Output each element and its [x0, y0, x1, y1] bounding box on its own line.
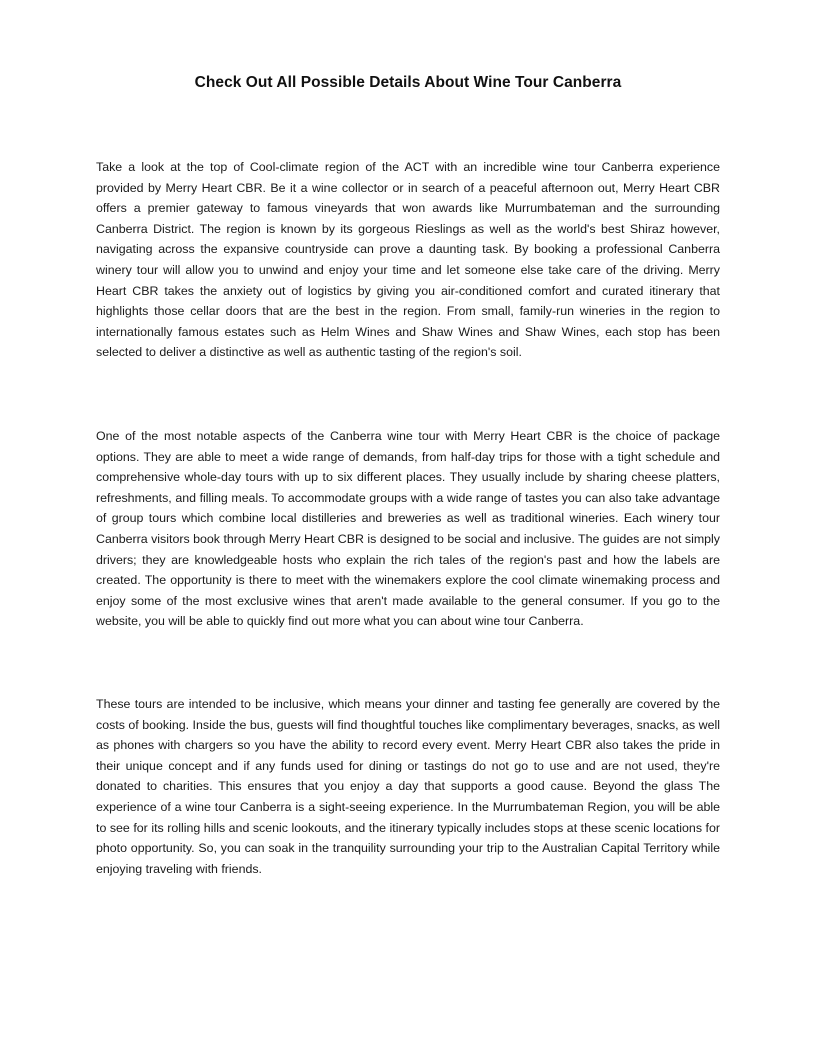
paragraph-intro: Take a look at the top of Cool-climate region of the ACT with an incredible wine tour Canberra experience provided by Merry Heart CBR. Be it a wine collector or in search of a peaceful afternoon out, Merry Heart CBR offers a premier gateway to famous vineyards that won awards like Murrumbateman and the surrounding Canberra District. The region is known by its gorgeous Rieslings as well as the world's best Shiraz however, navigating across the expansive countryside can prove a daunting task. By booking a professional Canberra winery tour will allow you to unwind and enjoy your time and let someone else take care of the driving. Merry Heart CBR takes the anxiety out of logistics by giving you air-conditioned comfort and curated itinerary that highlights those cellar doors that are the best in the region. From small, family-run wineries in the region to internationally famous estates such as Helm Wines and Shaw Wines and Shaw Wines, each stop has been selected to deliver a distinctive as well as authentic tasting of the region's soil. [96, 160, 720, 360]
document-title: Check Out All Possible Details About Wine Tour Canberra [194, 74, 622, 91]
paragraph-package-options: One of the most notable aspects of the Canberra wine tour with Merry Heart CBR is the choice of package options. They are able to meet a wide range of demands, from half-day trips for those with a tight schedule and comprehensive whole-day tours with up to six different places. They usually include by sharing cheese platters, refreshments, and filling meals. To accommodate groups with a wide range of tastes you can also take advantage of group tours which combine local distilleries and breweries as well as traditional wineries. Each winery tour Canberra visitors book through Merry Heart CBR is designed to be social and inclusive. The guides are not simply drivers; they are knowledgeable hosts who explain the rich tales of the region's past and how the labels are created. The opportunity is there to meet with the winemakers explore the cool climate winemaking process and enjoy some of the most exclusive wines that aren't made available to the general consumer. If you go to the website, you will be able to quickly find out more what you can about wine tour Canberra. [96, 429, 720, 629]
paragraph-inclusions: These tours are intended to be inclusive, which means your dinner and tasting fee generally are covered by the costs of booking. Inside the bus, guests will find thoughtful touches like complimentary beverages, snacks, as well as phones with chargers so you have the ability to record every event. Merry Heart CBR also takes the pride in their unique concept and if any funds used for dining or tastings do not go to use and are not used, they're donated to charities. This ensures that you enjoy a day that supports a good cause. Beyond the glass The experience of a wine tour Canberra is a sight-seeing experience. In the Murrumbateman Region, you will be able to see for its rolling hills and scenic lookouts, and the itinerary typically includes stops at these scenic locations for photo opportunity. So, you can soak in the tranquility surrounding your trip to the Australian Capital Territory while enjoying traveling with friends. [96, 697, 720, 876]
